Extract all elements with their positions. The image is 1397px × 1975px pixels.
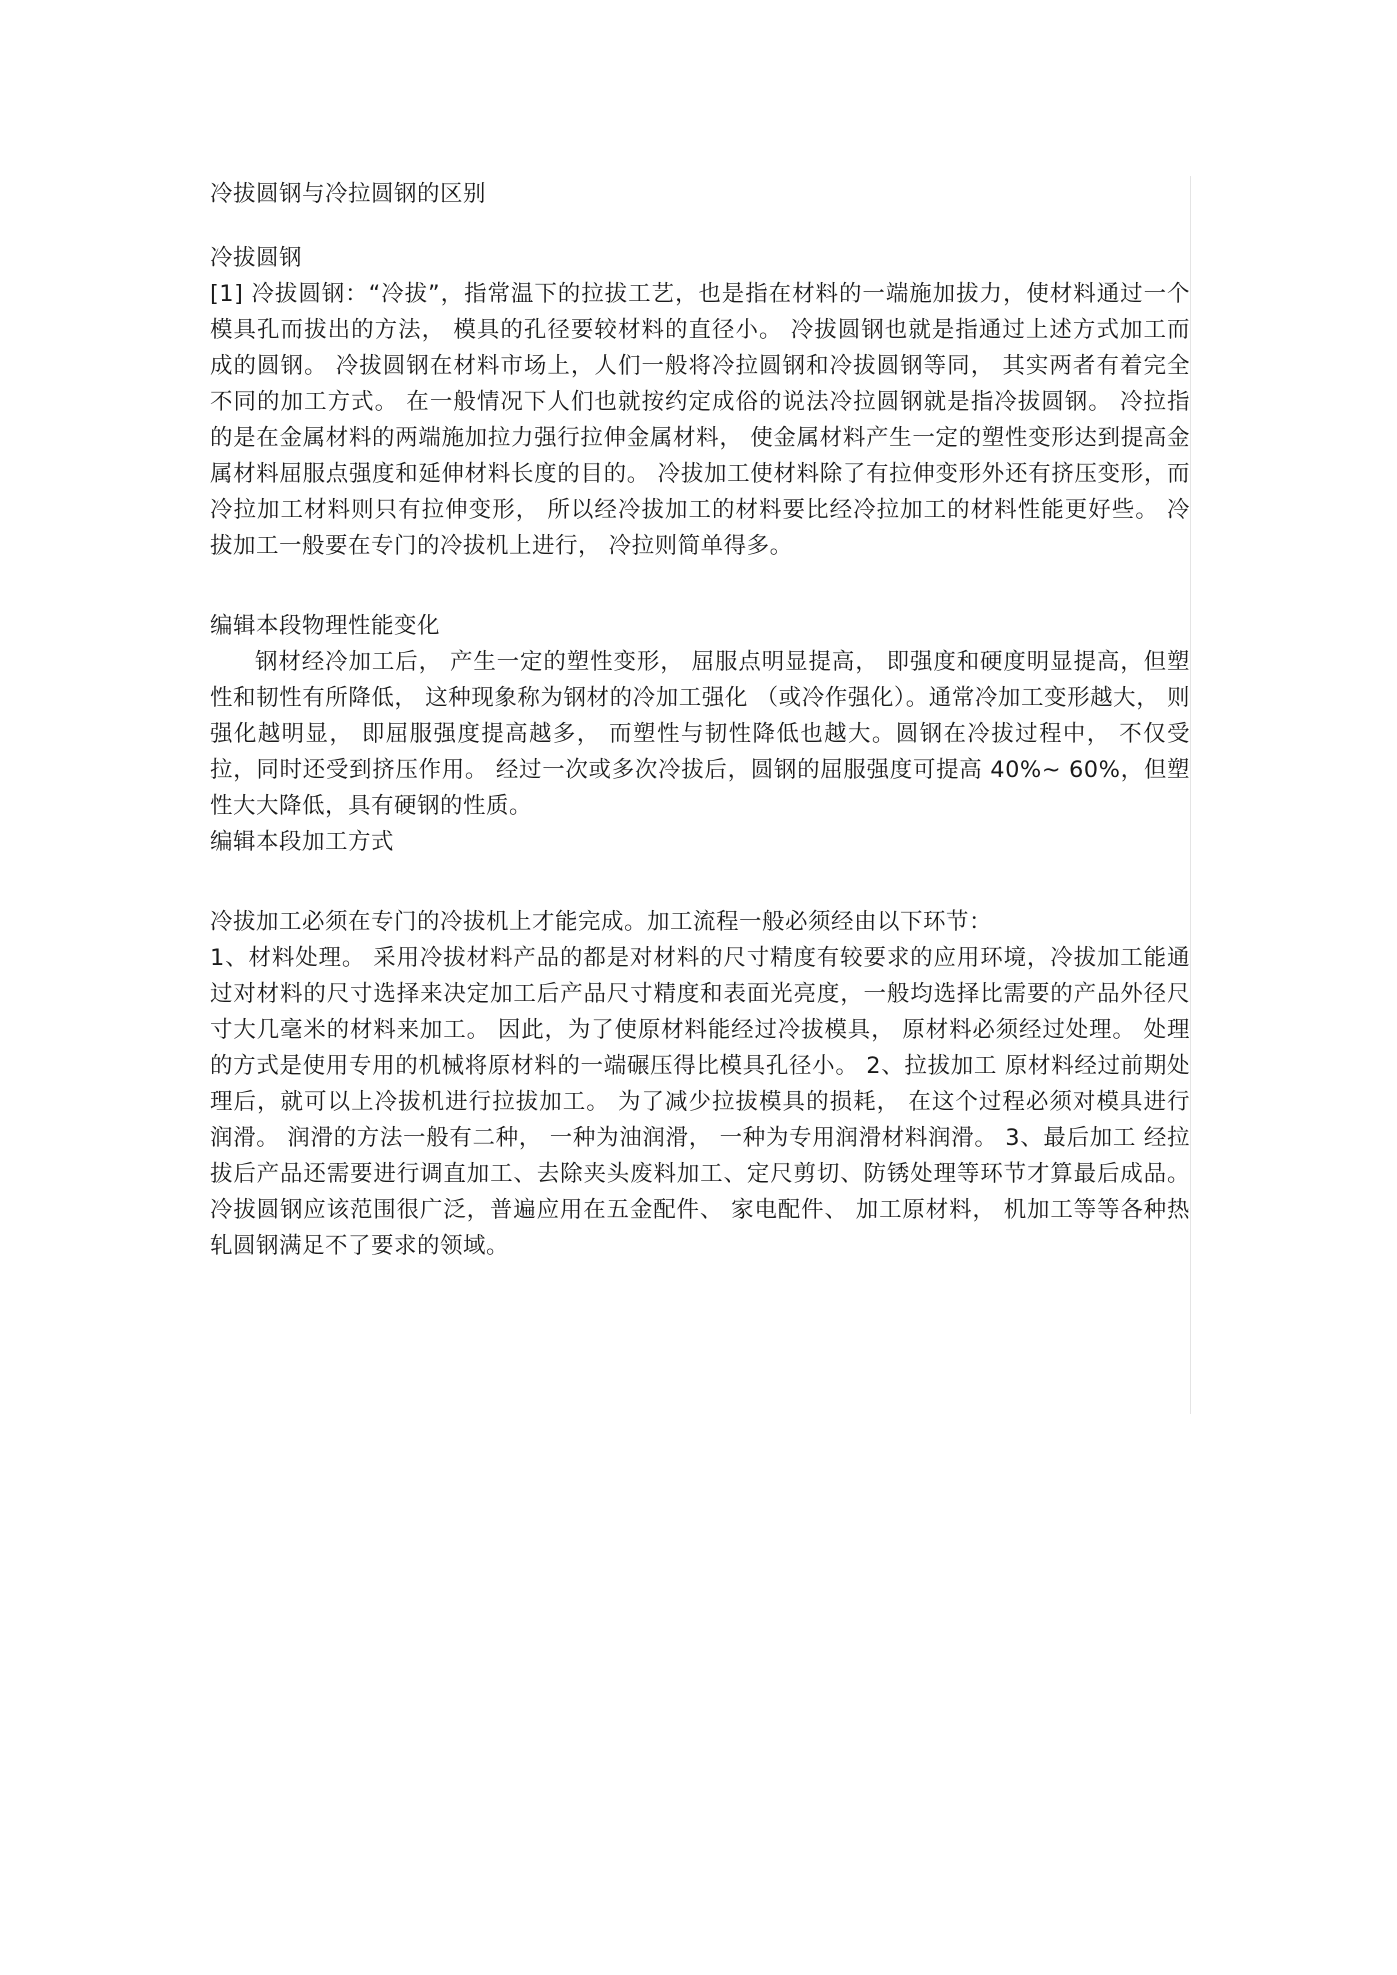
section-heading-cold-drawn: 冷拔圆钢	[210, 245, 303, 271]
section-heading-processing-method: 编辑本段加工方式	[210, 829, 395, 855]
paragraph-processing-intro: 冷拔加工必须在专门的冷拔机上才能完成。加工流程一般必须经由以下环节：	[210, 909, 993, 935]
document-title: 冷拔圆钢与冷拉圆钢的区别	[210, 181, 487, 207]
paragraph-cold-drawn: [1] 冷拔圆钢：“冷拔”，指常温下的拉拔工艺，也是指在材料的一端施加拔力，使材料通过一个模具孔而拔出的方法， 模具的孔径要较材料的直径小。 冷拔圆钢也就是指通过上述方式加工而成的圆钢。 冷拔圆钢在材料市场上，人们一般将冷拉圆钢和冷拔圆钢等同， 其实两者有着完全不同的加工方式。 在一般情况下人们也就按约定成俗的说法冷拉圆钢就是指冷拔圆钢。 冷拉指的是在金属材料的两端施加拉力强行拉伸金属材料， 使金属材料产生一定的塑性变形达到提高金属材料屈服点强度和延伸材料长度的目的。 冷拔加工使材料除了有拉伸变形外还有挤压变形，而冷拉加工材料则只有拉伸变形， 所以经冷拔加工的材料要比经冷拉加工的材料性能更好些。 冷拔加工一般要在专门的冷拔机上进行， 冷拉则简单得多。	[210, 281, 1190, 559]
paragraph-physical-properties: 钢材经冷加工后， 产生一定的塑性变形， 屈服点明显提高， 即强度和硬度明显提高，但塑性和韧性有所降低， 这种现象称为钢材的冷加工强化 （或冷作强化）。通常冷加工变形越大， 则强化越明显， 即屈服强度提高越多， 而塑性与韧性降低也越大。圆钢在冷拔过程中， 不仅受拉，同时还受到挤压作用。 经过一次或多次冷拔后，圆钢的屈服强度可提高 40%~ 60%，但塑性大大降低，具有硬钢的性质。	[210, 649, 1190, 819]
section-heading-physical-properties: 编辑本段物理性能变化	[210, 613, 441, 639]
page-border-line	[1190, 176, 1191, 1414]
document-page	[210, 176, 1190, 1416]
paragraph-processing-steps: 1、材料处理。 采用冷拔材料产品的都是对材料的尺寸精度有较要求的应用环境，冷拔加工能通过对材料的尺寸选择来决定加工后产品尺寸精度和表面光亮度，一般均选择比需要的产品外径尺寸大几毫米的材料来加工。 因此，为了使原材料能经过冷拔模具， 原材料必须经过处理。 处理的方式是使用专用的机械将原材料的一端碾压得比模具孔径小。 2、拉拔加工 原材料经过前期处理后，就可以上冷拔机进行拉拔加工。 为了减少拉拔模具的损耗， 在这个过程必须对模具进行润滑。 润滑的方法一般有二种， 一种为油润滑， 一种为专用润滑材料润滑。 3、最后加工 经拉拔后产品还需要进行调直加工、去除夹头废料加工、定尺剪切、防锈处理等环节才算最后成品。冷拔圆钢应该范围很广泛，普遍应用在五金配件、 家电配件、 加工原材料， 机加工等等各种热轧圆钢满足不了要求的领域。	[210, 945, 1190, 1259]
spacer	[210, 564, 1190, 608]
spacer	[210, 860, 1190, 904]
